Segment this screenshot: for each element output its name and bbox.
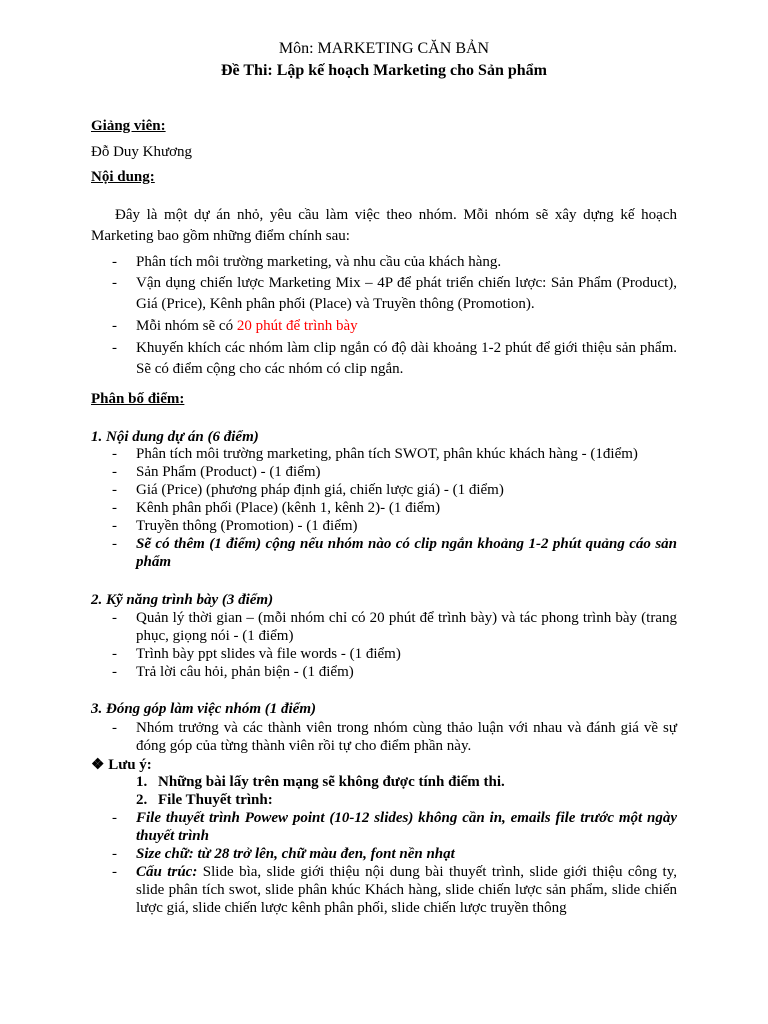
content-heading: Nội dung: — [91, 169, 155, 185]
note-number: 2. — [136, 792, 148, 808]
dash-marker: - — [112, 864, 117, 880]
dash-marker: - — [112, 846, 117, 862]
structure-label: Cấu trúc: — [136, 864, 198, 880]
list-item: Sản Phẩm (Product) - (1 điểm) — [136, 464, 321, 480]
list-item: Phân tích môi trường marketing, và nhu cầu của khách hàng. — [136, 254, 502, 270]
note-item: Những bài lấy trên mạng sẽ không được tính điểm thi. — [158, 774, 505, 790]
lecturer-heading: Giảng viên: — [91, 118, 166, 134]
structure-note — [136, 863, 677, 917]
file-note: File thuyết trình Powew point (10-12 slides) không cần in, emails file trước một ngày thuyết trình — [136, 810, 677, 844]
dash-marker: - — [112, 720, 117, 736]
diamond-bullet-icon: ❖ — [91, 757, 105, 773]
dash-marker: - — [112, 446, 117, 462]
list-item: Nhóm trưởng và các thành viên trong nhóm cùng thảo luận với nhau và đánh giá về sự đóng góp của từng thành viên rồi tự cho điểm phần này. — [136, 720, 677, 754]
size-note: Size chữ: từ 28 trở lên, chữ màu đen, font nền nhạt — [136, 846, 455, 862]
dash-marker: - — [112, 610, 117, 626]
section1-title: 1. Nội dung dự án (6 điểm) — [91, 429, 259, 445]
list-item: Trả lời câu hỏi, phản biện - (1 điểm) — [136, 664, 354, 680]
lecturer-name: Đỗ Duy Khương — [91, 144, 193, 160]
list-item — [136, 316, 677, 337]
intro-paragraph: Đây là một dự án nhỏ, yêu cầu làm việc theo nhóm. Mỗi nhóm sẽ xây dựng kế hoạch Marketing bao gồm những điểm chính sau: — [91, 207, 677, 244]
notes-heading: Lưu ý: — [108, 757, 152, 773]
list-item: Khuyến khích các nhóm làm clip ngắn có độ dài khoảng 1-2 phút để giới thiệu sản phẩm. Sẽ có điểm cộng cho các nhóm có clip ngắn. — [136, 340, 677, 377]
section3-title: 3. Đóng góp làm việc nhóm (1 điểm) — [91, 701, 316, 717]
list-item: Vận dụng chiến lược Marketing Mix – 4P để phát triển chiến lược: Sản Phẩm (Product), Giá (Price), Kênh phân phối (Place) và Truyền thông (Promotion). — [136, 275, 677, 312]
notes-heading-row — [91, 755, 152, 775]
scoring-heading: Phân bố điểm: — [91, 391, 185, 407]
note-number: 1. — [136, 774, 148, 790]
dash-marker: - — [112, 275, 117, 291]
exam-title: Đề Thi: Lập kế hoạch Marketing cho Sản phẩm — [221, 62, 547, 79]
dash-marker: - — [112, 518, 117, 534]
list-item: Phân tích môi trường marketing, phân tích SWOT, phân khúc khách hàng - (1điểm) — [136, 446, 638, 462]
dash-marker: - — [112, 318, 117, 334]
list-item: Kênh phân phối (Place) (kênh 1, kênh 2)- (1 điểm) — [136, 500, 441, 516]
list-item: Giá (Price) (phương pháp định giá, chiến lược giá) - (1 điểm) — [136, 482, 504, 498]
bonus-item: Sẽ có thêm (1 điểm) cộng nếu nhóm nào có clip ngắn khoảng 1-2 phút quảng cáo sản phẩm — [136, 536, 677, 570]
dash-marker: - — [112, 646, 117, 662]
section2-title: 2. Kỹ năng trình bày (3 điểm) — [91, 592, 274, 608]
dash-marker: - — [112, 500, 117, 516]
list-item: Quản lý thời gian – (mỗi nhóm chỉ có 20 phút để trình bày) và tác phong trình bày (trang phục, giọng nói - (1 điểm) — [136, 610, 677, 644]
time-prefix: Mỗi nhóm sẽ có — [136, 318, 237, 334]
note-item: File Thuyết trình: — [158, 792, 273, 808]
list-item: Trình bày ppt slides và file words - (1 điểm) — [136, 646, 401, 662]
course-title: Môn: MARKETING CĂN BẢN — [278, 40, 490, 57]
dash-marker: - — [112, 340, 117, 356]
dash-marker: - — [112, 664, 117, 680]
dash-marker: - — [112, 810, 117, 826]
time-highlight: 20 phút để trình bày — [236, 318, 358, 334]
dash-marker: - — [112, 464, 117, 480]
dash-marker: - — [112, 536, 117, 552]
structure-text: Slide bìa, slide giới thiệu nội dung bài thuyết trình, slide giới thiệu công ty, slide phân tích swot, slide phân khúc Khách hàng, slide chiến lược sản phẩm, slide chiến lược giá, slide chiến lược kênh phân phối, slide chiến lược truyền thông — [136, 864, 677, 916]
dash-marker: - — [112, 482, 117, 498]
dash-marker: - — [112, 254, 117, 270]
list-item: Truyền thông (Promotion) - (1 điểm) — [136, 518, 358, 534]
